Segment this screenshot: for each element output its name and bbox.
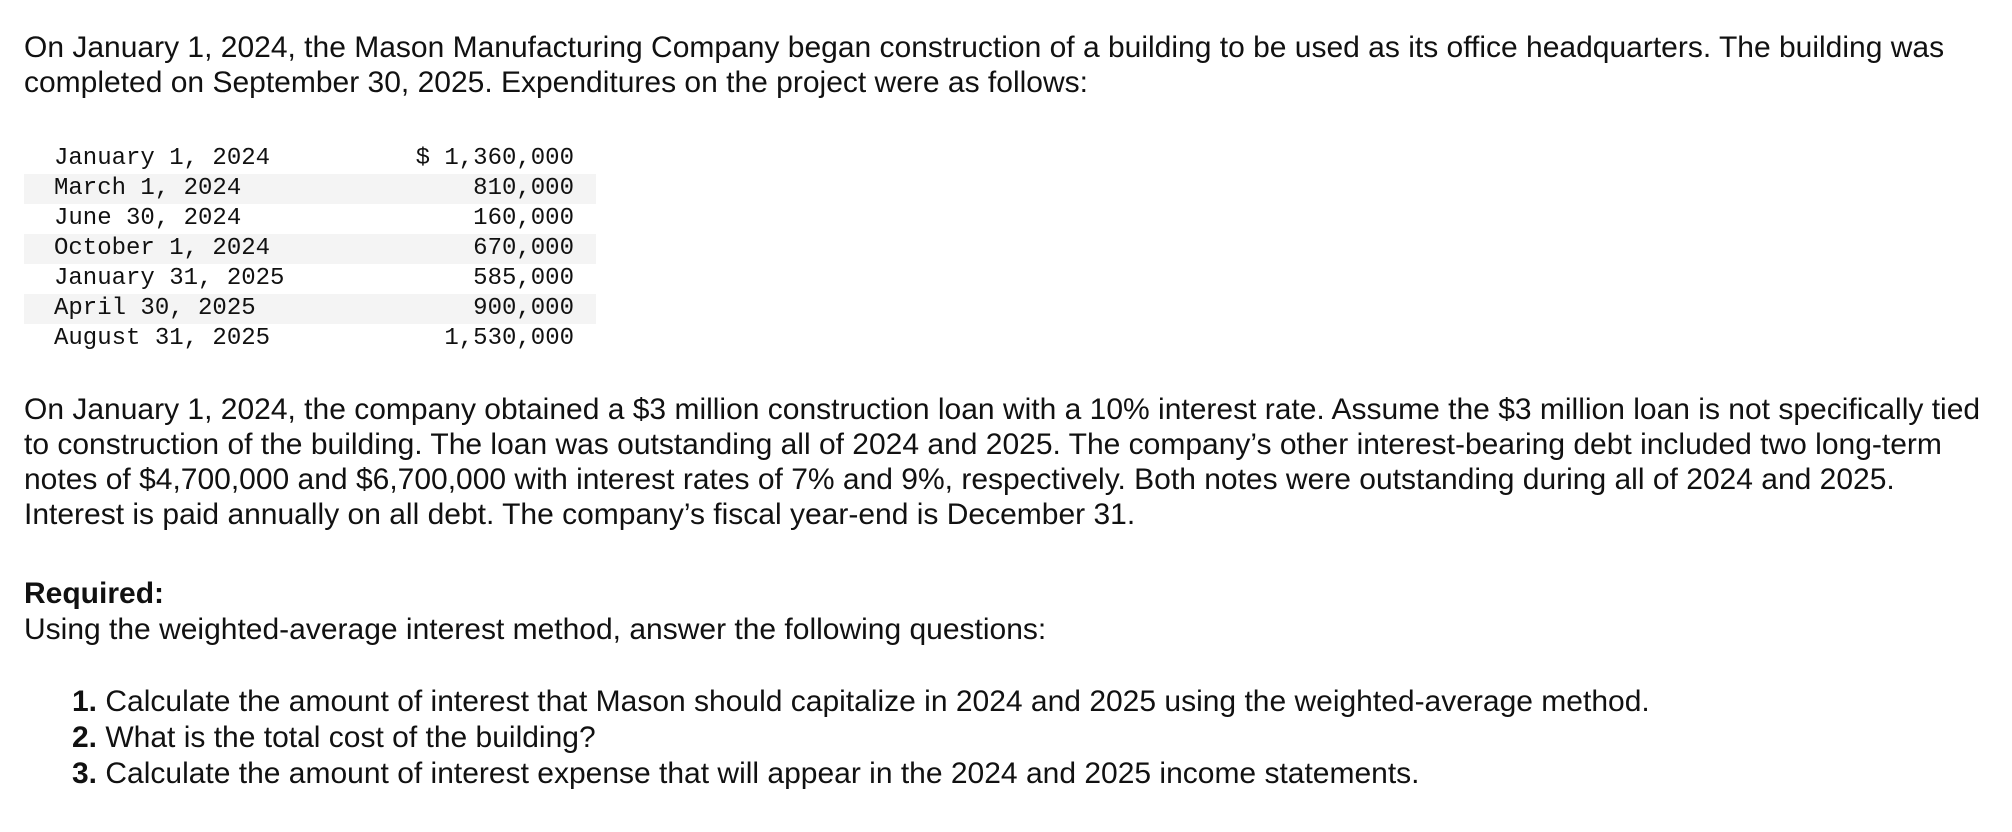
question-text: Calculate the amount of interest expense that will appear in the 2024 and 2025 income statements. xyxy=(97,757,1420,790)
expenditure-amount: 810,000 xyxy=(384,174,596,204)
intro-paragraph: On January 1, 2024, the Mason Manufacturing Company began construction of a building to be used as its office headquarters. The building was completed on September 30, 2025. Expenditures on the project were as follows: xyxy=(24,31,1945,99)
expenditure-row xyxy=(24,144,596,174)
question-item xyxy=(72,684,1984,720)
expenditure-row xyxy=(24,264,596,294)
expenditure-amount: $ 1,360,000 xyxy=(415,145,574,172)
question-number: 2. xyxy=(72,721,98,754)
expenditure-row xyxy=(24,234,596,264)
expenditure-row xyxy=(24,204,596,234)
question-text: Calculate the amount of interest that Mason should capitalize in 2024 and 2025 using the weighted-average method. xyxy=(97,685,1650,718)
problem-document xyxy=(24,30,1984,792)
expenditure-amount: 670,000 xyxy=(384,234,596,264)
expenditure-row xyxy=(24,174,596,204)
expenditure-date: January 31, 2025 xyxy=(54,265,285,292)
required-label: Required: xyxy=(24,577,165,610)
expenditure-date: June 30, 2024 xyxy=(54,205,242,232)
instruction-text: Using the weighted-average interest method, answer the following questions: xyxy=(24,613,1047,646)
expenditure-date: August 31, 2025 xyxy=(54,325,271,352)
question-item xyxy=(72,720,1984,756)
expenditure-date: October 1, 2024 xyxy=(24,234,384,264)
question-number: 1. xyxy=(72,685,98,718)
expenditure-row xyxy=(24,324,596,354)
loan-paragraph: On January 1, 2024, the company obtained a $3 million construction loan with a 10% interest rate. Assume the $3 million loan is not specifically tied to construction of the building. The loan was outstanding all of 2024 and 2025. The company’s other interest-bearing debt included two long-term notes of $4,700,000 and $6,700,000 with interest rates of 7% and 9%, respectively. Both notes were outstanding during all of 2024 and 2025. Interest is paid annually on all debt. The company’s fiscal year-end is December 31. xyxy=(24,393,1981,531)
expenditures-table xyxy=(24,144,596,354)
question-text: What is the total cost of the building? xyxy=(97,721,596,754)
expenditure-amount: 585,000 xyxy=(473,265,574,292)
question-item xyxy=(72,756,1984,792)
expenditure-amount: 160,000 xyxy=(473,205,574,232)
questions-list xyxy=(24,684,1984,792)
expenditure-amount: 900,000 xyxy=(384,294,596,324)
expenditures-table-wrap xyxy=(24,144,1984,354)
expenditure-row xyxy=(24,294,596,324)
expenditure-date: January 1, 2024 xyxy=(54,145,271,172)
question-number: 3. xyxy=(72,757,98,790)
expenditure-date: April 30, 2025 xyxy=(24,294,384,324)
expenditure-date: March 1, 2024 xyxy=(24,174,384,204)
expenditure-amount: 1,530,000 xyxy=(444,325,574,352)
